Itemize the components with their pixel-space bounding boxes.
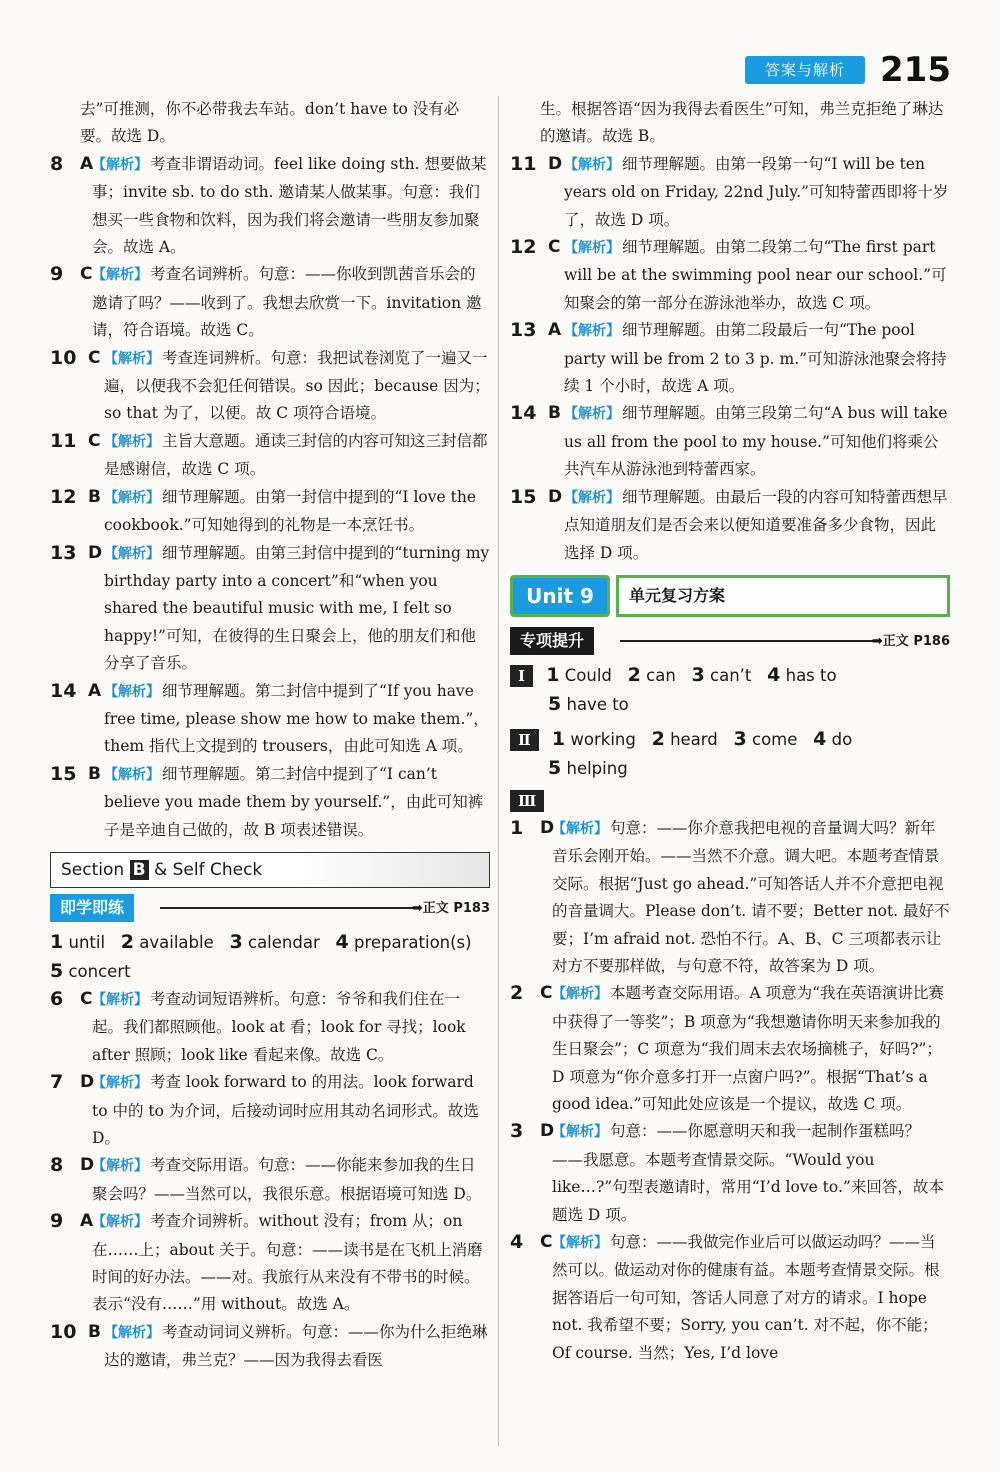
answer-letter: D xyxy=(80,1072,95,1093)
word: can xyxy=(646,665,676,685)
answer-item xyxy=(510,1229,950,1367)
roman-row xyxy=(510,754,950,783)
question-number: 15 xyxy=(50,762,77,785)
special-bar xyxy=(510,627,950,655)
word: helping xyxy=(566,758,628,778)
analysis-tag: 【解析】 xyxy=(564,323,620,340)
analysis-text: 细节理解题。由最后一段的内容可知特蕾西想早点知道朋友们是否会来以便知道要准备多少食物，因此选择 D 项。 xyxy=(564,487,948,562)
answer-item xyxy=(50,428,490,484)
analysis-text: 句意：——我做完作业后可以做运动吗？——当然可以。做运动对你的健康有益。本题考查情景交际。根据答语后一句可知，答话人同意了对方的请求。I hope not. 我希望不要；Sorry, you can’t. 对不起，你不能；Of course. 当然；Yes, I’d love xyxy=(552,1233,940,1362)
page-number: 215 xyxy=(880,50,951,90)
question-number: 7 xyxy=(50,1071,64,1094)
right-column xyxy=(510,96,950,1367)
analysis-text: 细节理解题。第二封信中提到了“If you have free time, please show me how to make them.”，them 指代上文提到的 trousers，由此可知选 A 项。 xyxy=(104,681,489,756)
word: until xyxy=(68,932,106,952)
analysis-tag: 【解析】 xyxy=(564,489,620,506)
answer-letter: B xyxy=(88,1321,101,1342)
answer-letter: B xyxy=(88,486,101,507)
analysis-tag: 【解析】 xyxy=(552,986,608,1003)
word: Could xyxy=(564,665,612,685)
question-number: 14 xyxy=(50,679,77,702)
analysis-tag: 【解析】 xyxy=(564,156,620,173)
analysis-text: 细节理解题。由第二段最后一句“The pool party will be from 2 to 3 p. m.”可知游泳池聚会将持续 1 个小时，故选 A 项。 xyxy=(564,321,947,396)
answer-item xyxy=(510,317,950,400)
unit-title: 单元复习方案 xyxy=(616,575,950,617)
answer-letter: A xyxy=(88,680,102,701)
answer-letter: C xyxy=(548,237,561,258)
analysis-tag: 【解析】 xyxy=(92,156,148,173)
roman-row xyxy=(510,725,950,754)
answer-letter: D xyxy=(548,153,563,174)
answer-letter: D xyxy=(540,817,555,838)
left-column xyxy=(50,96,490,1375)
analysis-text: 本题考查交际用语。A 项意为“我在英语演讲比赛中获得了一等奖”；B 项意为“我想邀请你明天来参加我的生日聚会”；C 项意为“我们周末去农场摘桃子，好吗?”；D 项意为“你介意多打开一点窗户吗?”。根据“That’s a good idea.”可知此处应该是一个提议，故选 C 项。 xyxy=(552,984,945,1113)
page-reference: ➡正文 P186 xyxy=(871,633,950,649)
answer-item xyxy=(50,1208,490,1319)
word: do xyxy=(831,729,853,749)
analysis-tag: 【解析】 xyxy=(564,240,620,257)
analysis-tag: 【解析】 xyxy=(104,766,160,783)
answer-letter: B xyxy=(548,403,561,424)
analysis-text: 细节理解题。由第三段第二句“A bus will take us all from the pool to my house.”可知他们将乘公共汽车从游泳池到特蕾西家。 xyxy=(564,404,948,479)
question-number: 12 xyxy=(510,236,537,259)
question-number: 9 xyxy=(50,263,64,286)
answer-letter: D xyxy=(540,1121,555,1142)
answer-letter: C xyxy=(540,1232,553,1252)
question-number: 8 xyxy=(50,152,64,175)
answer-item xyxy=(50,484,490,540)
answer-item xyxy=(510,815,950,980)
analysis-text: 考查名词辨析。句意：——你收到凯茜音乐会的邀请了吗？——收到了。我想去欣赏一下。invitation 邀请，符合语境。故选 C。 xyxy=(92,265,482,340)
word: can’t xyxy=(710,665,752,685)
answer-item xyxy=(510,400,950,483)
practice-bar xyxy=(50,894,490,922)
question-number: 6 xyxy=(50,987,64,1010)
question-number: 13 xyxy=(510,319,537,342)
word: come xyxy=(752,729,798,749)
answer-letter: C xyxy=(80,988,93,1009)
answer-list xyxy=(510,815,950,1367)
arrow-line xyxy=(620,640,880,642)
answer-letter: D xyxy=(80,1155,95,1176)
word-num: 5 xyxy=(50,959,64,982)
word: calendar xyxy=(248,932,320,952)
answer-item xyxy=(50,986,490,1069)
analysis-text: 考查介词辨析。without 没有；from 从；on 在……上；about 关于。句意：——读书是在飞机上消磨时间的好办法。——对。我旅行从来没有不带书的时候。表示“没有……”用 without。故选 A。 xyxy=(92,1212,483,1314)
answer-letter: A xyxy=(80,1211,94,1232)
analysis-text: 考查交际用语。句意：——你能来参加我的生日聚会吗？——当然可以，我很乐意。根据语境可知选 D。 xyxy=(92,1156,482,1203)
word-num: 3 xyxy=(229,930,243,953)
analysis-text: 细节理解题。由第一段第一句“I will be ten years old on Friday, 22nd July.”可知特蕾西即将十岁了，故选 D 项。 xyxy=(564,154,949,229)
word-num: 4 xyxy=(767,663,781,686)
analysis-tag: 【解析】 xyxy=(92,1214,148,1231)
answer-list xyxy=(50,151,490,844)
question-number: 10 xyxy=(50,1320,77,1343)
answer-item xyxy=(50,1152,490,1208)
unit-label: Unit 9 xyxy=(510,575,610,617)
answer-item xyxy=(50,761,490,844)
roman-numeral: Ⅱ xyxy=(510,729,539,751)
section-prefix: Section xyxy=(61,859,125,880)
question-number: 11 xyxy=(510,152,537,175)
question-number: 1 xyxy=(510,816,524,839)
analysis-tag: 【解析】 xyxy=(104,489,160,506)
answer-item xyxy=(50,261,490,344)
answer-list xyxy=(50,986,490,1375)
section-header xyxy=(50,852,490,888)
word-num: 3 xyxy=(691,663,705,686)
analysis-tag: 【解析】 xyxy=(104,683,160,700)
answer-list xyxy=(510,151,950,567)
analysis-tag: 【解析】 xyxy=(104,545,160,562)
word-num: 4 xyxy=(813,727,827,750)
analysis-text: 考查动词短语辨析。句意：爷爷和我们住在一起。我们都照顾他。look at 看；look for 寻找；look after 照顾；look like 看起来像。故选 C。 xyxy=(92,989,466,1064)
question-number: 2 xyxy=(510,982,524,1005)
unit-header xyxy=(510,575,950,617)
question-number: 12 xyxy=(50,485,77,508)
analysis-text: 细节理解题。由第二段第二句“The first part will be at the swimming pool near our school.”可知聚会的第一部分在游泳池举办，故选 C 项。 xyxy=(564,238,947,312)
answer-item xyxy=(510,234,950,317)
question-number: 4 xyxy=(510,1231,524,1253)
question-number: 3 xyxy=(510,1120,524,1143)
analysis-tag: 【解析】 xyxy=(92,991,148,1008)
answer-letter: C xyxy=(88,430,101,451)
question-number: 10 xyxy=(50,346,77,369)
answer-item xyxy=(50,678,490,761)
answer-letter: C xyxy=(540,983,553,1004)
analysis-text: 细节理解题。由第一封信中提到的“I love the cookbook.”可知她得到的礼物是一本烹饪书。 xyxy=(104,487,477,535)
answer-item xyxy=(50,1319,490,1375)
analysis-text: 句意：——你介意我把电视的音量调大吗？新年音乐会刚开始。——当然不介意。调大吧。本题考查情景交际。根据“Just go ahead.”可知答话人并不介意把电视的音量调大。Please don’t. 请不要；Better not. 最好不要；I’m afraid not. 恐怕不行。A、B、C 三项都表示让对方不要那样做，与句意不符，故答案为 D 项。 xyxy=(552,818,950,975)
analysis-tag: 【解析】 xyxy=(104,350,160,367)
word-num: 4 xyxy=(335,930,349,953)
analysis-text: 考查非谓语动词。feel like doing sth. 想要做某事；invite sb. to do sth. 邀请某人做某事。句意：我们想买一些食物和饮料，因为我们将会邀请一些朋友参加聚会。故选 A。 xyxy=(92,154,487,257)
question-number: 14 xyxy=(510,402,537,425)
word-answers-row xyxy=(50,957,490,986)
word-num: 2 xyxy=(651,727,665,750)
analysis-text: 考查连词辨析。句意：我把试卷浏览了一遍又一遍，以便我不会犯任何错误。so 因此；because 因为；so that 为了，以便。故 C 项符合语境。 xyxy=(104,348,490,423)
word: available xyxy=(139,932,214,952)
word-num: 5 xyxy=(548,692,562,715)
analysis-tag: 【解析】 xyxy=(552,820,608,837)
word: have to xyxy=(566,694,629,714)
answer-item xyxy=(510,484,950,567)
word-num: 1 xyxy=(551,727,566,750)
word: has to xyxy=(785,665,837,685)
analysis-tag: 【解析】 xyxy=(92,1158,148,1175)
word: working xyxy=(570,729,636,749)
answer-letter: D xyxy=(88,542,103,563)
analysis-tag: 【解析】 xyxy=(552,1124,608,1141)
roman-row xyxy=(510,661,950,690)
roman-row xyxy=(510,690,950,719)
analysis-text: 考查 look forward to 的用法。look forward to 中的 to 为介词，后接动词时应用其动名词形式。故选 D。 xyxy=(92,1073,479,1147)
special-label: 专项提升 xyxy=(510,627,594,655)
word-answers-row xyxy=(50,928,490,957)
answer-item xyxy=(510,1118,950,1229)
word: concert xyxy=(68,961,131,981)
roman-row xyxy=(510,787,950,815)
question-number: 15 xyxy=(510,485,537,508)
section-suffix: & Self Check xyxy=(153,859,263,880)
word-num: 1 xyxy=(50,930,64,953)
answer-letter: D xyxy=(548,486,563,507)
answer-letter: A xyxy=(80,153,94,174)
header-tag: 答案与解析 xyxy=(745,56,865,84)
practice-label: 即学即练 xyxy=(50,894,134,922)
section-letter: B xyxy=(130,860,149,880)
question-number: 8 xyxy=(50,1154,64,1177)
answer-item xyxy=(50,1069,490,1152)
question-number: 9 xyxy=(50,1210,64,1233)
analysis-tag: 【解析】 xyxy=(552,1235,608,1251)
answer-letter: C xyxy=(88,347,101,368)
roman-numeral: Ⅲ xyxy=(510,790,544,812)
analysis-tag: 【解析】 xyxy=(92,1075,148,1092)
page-reference: ➡正文 P183 xyxy=(411,900,490,916)
word: heard xyxy=(670,729,718,749)
word-num: 1 xyxy=(546,663,560,686)
answer-item xyxy=(510,151,950,234)
word-num: 5 xyxy=(548,756,562,779)
arrow-line xyxy=(160,907,420,909)
analysis-text: 细节理解题。由第三封信中提到的“turning my birthday party into a concert”和“when you shared the beautiful music with me, I felt so happy!”可知，在彼得的生日聚会上，他的朋友们和他分享了音乐。 xyxy=(104,543,490,673)
analysis-tag: 【解析】 xyxy=(92,267,148,284)
answer-item xyxy=(50,345,490,428)
word-num: 3 xyxy=(733,727,747,750)
continuation-text: 生。根据答语“因为我得去看医生”可知，弗兰克拒绝了琳达的邀请。故选 B。 xyxy=(540,100,944,146)
continuation-text: 去”可推测，你不必带我去车站。don’t have to 没有必要。故选 D。 xyxy=(80,100,460,146)
answer-letter: C xyxy=(80,264,93,285)
analysis-text: 主旨大意题。通读三封信的内容可知这三封信都是感谢信，故选 C 项。 xyxy=(104,431,488,479)
answer-letter: B xyxy=(88,763,101,784)
answer-item xyxy=(510,980,950,1118)
analysis-text: 句意：——你愿意明天和我一起制作蛋糕吗？——我愿意。本题考查情景交际。“Would you like…?”句型表邀请时，常用“I’d love to.”来回答，故本题选 D 项。 xyxy=(552,1122,944,1224)
word: preparation(s) xyxy=(353,932,472,952)
analysis-text: 考查动词词义辨析。句意：——你为什么拒绝琳达的邀请，弗兰克？——因为我得去看医 xyxy=(104,1322,488,1370)
analysis-text: 细节理解题。第二封信中提到了“I can’t believe you made them by yourself.”，由此可知裤子是辛迪自己做的，故 B 项表述错误。 xyxy=(104,764,484,839)
analysis-tag: 【解析】 xyxy=(104,1324,160,1341)
answer-letter: A xyxy=(548,320,562,341)
question-number: 11 xyxy=(50,429,77,452)
question-number: 13 xyxy=(50,541,77,564)
word-num: 2 xyxy=(120,930,135,953)
column-divider xyxy=(498,96,499,1446)
word-num: 2 xyxy=(627,663,641,686)
analysis-tag: 【解析】 xyxy=(564,406,620,423)
answer-item xyxy=(50,540,490,678)
roman-numeral: Ⅰ xyxy=(510,665,533,687)
analysis-tag: 【解析】 xyxy=(104,433,160,450)
answer-item xyxy=(50,151,490,262)
